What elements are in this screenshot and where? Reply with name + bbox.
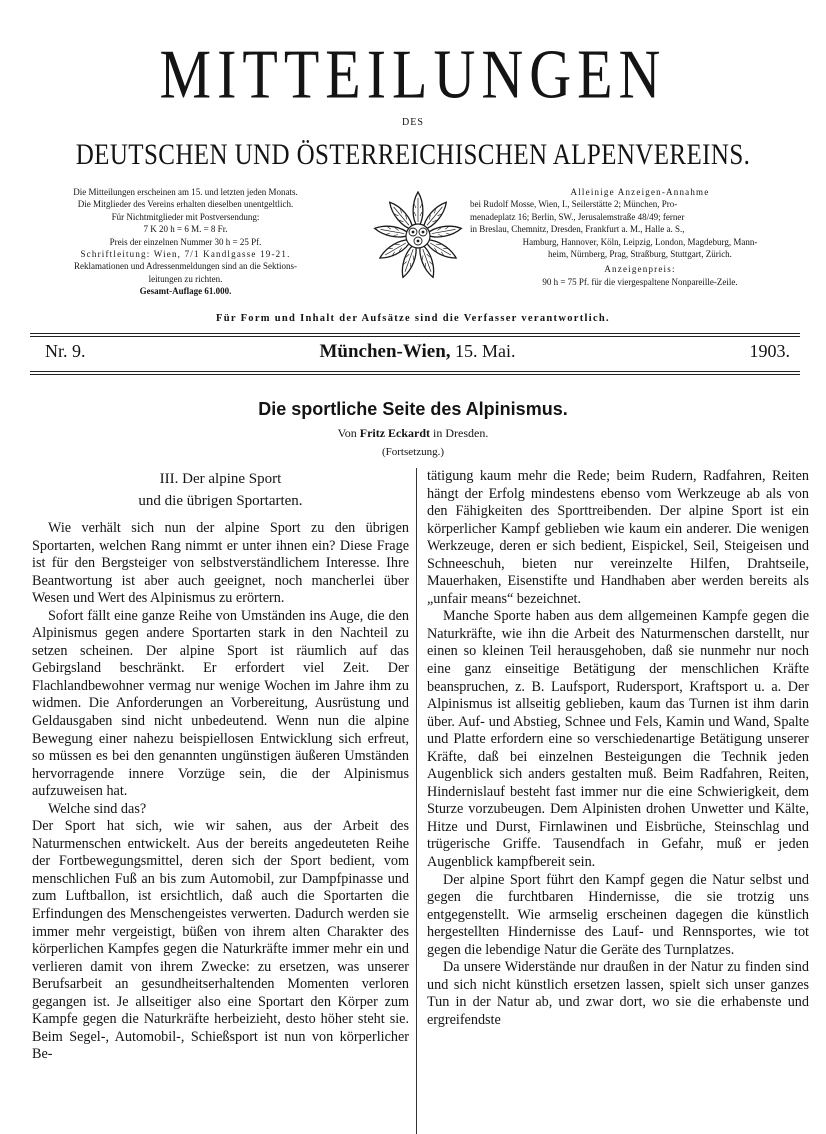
issue-rule [30,374,800,375]
section-heading: III. Der alpine Sport [159,471,282,487]
issue-rule [30,371,800,372]
issue-date: 15. Mai. [455,341,516,361]
info-line: 7 K 20 h = 6 M. = 8 Fr. [143,224,228,235]
paragraph: Welche sind das? [48,800,147,817]
author-name: Fritz Eckardt [359,426,431,440]
paragraph: Der Sport hat sich, wie wir sahen, aus der Arbeit des Naturmenschen entwickelt. Aus der bereits angedeuteten Reihe der Fortbewegungsmittel, deren sich der Sport bedient, vom menschlichen Fuß an bis zum Automobil, zur Dampfpinasse und zum Luftballon, ist ersichtlich, daß auch die Sportarten die Erfindungen des Menschengeistes verwerten. Dadurch werden sie immer mehr vergeistigt, büßen von ihrem alten Charakter des körperlichen Kampfes gegen die Naturkräfte immer mehr ein und verlieren damit von ihrem Zwecke: zu ersetzen, was unserer Berufsarbeit an gesundheitserhaltenden Momenten verloren gegangen ist. Je allseitiger also eine Sportart den Körper zum Kampfe gegen die Naturkräfte herbeizieht, desto höher steht sie. Beim Segel-, Automobil-, Schießsport ist nun von körperlicher Be- [32,818,409,1063]
responsibility-note: Für Form und Inhalt der Aufsätze sind die Verfasser verantwortlich. [216,313,610,324]
info-line: Reklamationen und Adressenmeldungen sind an die Sektions- [74,261,297,272]
subscription-info [18,186,353,298]
header-rule [30,333,800,334]
info-line: leitungen zu richten. [148,273,223,284]
column-divider [416,468,417,1134]
section-heading: und die übrigen Sportarten. [138,493,303,509]
advert-heading: Alleinige Anzeigen-Annahme [570,187,710,197]
issue-number: Nr. 9. [45,341,86,361]
issue-line [45,341,790,365]
right-column [427,468,809,1030]
price-line: 90 h = 75 Pf. für die viergespaltene Nonpareille-Zeile. [542,276,738,287]
author-suffix: in Dresden. [430,426,489,440]
info-line: Die Mitteilungen erscheinen am 15. und letzten jeden Monats. [73,187,298,197]
advert-line: bei Rudolf Mosse, Wien, I., Seilerstätte 2; München, Pro- [470,199,678,210]
advertising-info [470,186,810,288]
continuation-note: (Fortsetzung.) [381,446,444,458]
issue-year: 1903. [749,341,790,361]
masthead-subtitle: DEUTSCHEN UND ÖSTERREICHISCHEN ALPENVEREINS. [75,138,751,172]
author-prefix: Von [337,426,360,440]
info-line: Die Mitglieder des Vereins erhalten dieselben unentgeltlich. [77,199,294,210]
advert-line: heim, Nürnberg, Prag, Straßburg, Stuttgart, Zürich. [548,249,732,260]
price-heading: Anzeigenpreis: [604,264,676,275]
paragraph: Wie verhält sich nun der alpine Sport zu den übrigen Sportarten, welchen Rang nimmt er unter ihnen ein? Diese Frage ist für den Bergsteiger von selbstverständlichem Interesse. Ihre Beantwortung ist aber auch geeignet, noch mancherlei über Wesen und Wert des Alpinismus zu erörtern. [32,520,409,607]
left-column [32,468,409,1064]
article-author [0,426,826,441]
info-line: Schriftleitung: Wien, 7/1 Kandlgasse 19-21. [80,249,291,260]
paragraph: Manche Sporte haben aus dem allgemeinen Kampfe gegen die Naturkräfte, wie ihn die Arbeit des Naturmenschen darstellt, nur einen so kleinen Teil herausgehoben, daß sie nunmehr nur noch eine ganz einseitige Betätigung der menschlichen Kräfte beanspruchen, z. B. Laufsport, Rudersport, Kraftsport u. a. Der Alpinismus ist allseitig geblieben, kaum das Turnen ist ihm darin über. Auf- und Abstieg, Schnee und Fels, Kamin und Wand, Spalte und Platte erfordern eine so verschiedenartige Betätigung unserer Kräfte, daß bei einzelnen Besteigungen die Technik jeden Augenblick sich anders gestalten muß. Beim Radfahren, Reiten, Hindernislauf besteht fast immer nur die eine Schwierigkeit, dem Sturze vorzubeugen. Dem Alpinisten drohen Unwetter und Kälte, Hitze und Durst, Firnlawinen und Eisbrüche, Steinschlag und trügerische Griffe. Tausendfach in Gefahr, muß er jeden Augenblick kampfbereit sein. [427,608,809,871]
info-line: Preis der einzelnen Nummer 30 h = 25 Pf. [109,236,262,247]
info-line: Für Nichtmitglieder mit Postversendung: [111,211,260,222]
advert-line: Hamburg, Hannover, Köln, Leipzig, London, Magdeburg, Mann- [522,236,758,247]
header-rule [30,336,800,337]
paragraph: Da unsere Widerstände nur draußen in der Natur zu finden sind und sich nicht künstlich ersetzen lassen, spielt sich unser ganzes Tun in der Natur ab, und zwar dort, wo sie die erhabenste und ergreifendste [427,959,809,1028]
issue-place: München-Wien, [319,341,451,362]
advert-line: in Breslau, Chemnitz, Dresden, Frankfurt a. M., Halle a. S., [470,224,685,235]
article-title: Die sportliche Seite des Alpinismus. [258,399,568,419]
paragraph: tätigung kaum mehr die Rede; beim Rudern, Radfahren, Reiten hängt der Erfolg mindestens ebenso vom Werkzeuge ab als von den Fähigkeiten des Sporttreibenden. Der alpine Sport ist ein körperlicher Kampf geblieben wie kaum ein anderer. Die wenigen Werkzeuge, deren er sich bedient, Eispickel, Seil, Steigeisen und Schneeschuh, bieten nur vereinzelte Hilfen, Drahtseile, Mauerhaken, Eisenstifte und Handhaben aber werden bereits als „unfair means“ bezeichnet. [427,468,809,607]
info-line: Gesamt-Auflage 61.000. [139,286,232,297]
edelweiss-icon [370,188,466,284]
advert-line: menadeplatz 16; Berlin, SW., Jerusalemstraße 48/49; ferner [470,211,685,222]
paragraph: Sofort fällt eine ganze Reihe von Umständen ins Auge, die den Alpinismus gegen andere Sportarten stark in den Nachteil zu setzen scheinen. Der alpine Sport ist räumlich auf das Gebirgsland beschränkt. Er erfordert viel Zeit. Der Flachlandbewohner vermag nur wenige Wochen im Jahre ihm zu widmen. Die Anforderungen an Vorbereitung, Ausrüstung und Geldausgaben sind nicht unbedeutend. Wenn nun die alpine Bewegung einer nahezu beispiellosen Entwicklung sich erfreut, so müssen es bei den genannten ungünstigen äußeren Umständen hervorragende innere Vorzüge sein, die der Alpinismus aufzuweisen hat. [32,607,409,800]
paragraph: Der alpine Sport führt den Kampf gegen die Natur selbst und gegen die furchtbaren Hindernisse, die sie trotzig uns entgegenstellt. Wie armselig erscheinen dagegen die künstlich hergestellten Hindernisse des Lauf- und Rennsportes, wie tot gegen die lebendige Natur die Geräte des Turnplatzes. [427,871,809,958]
issue-place-date [45,341,790,363]
masthead-des: DES [402,117,424,128]
masthead-title: MITTEILUNGEN [159,35,667,114]
